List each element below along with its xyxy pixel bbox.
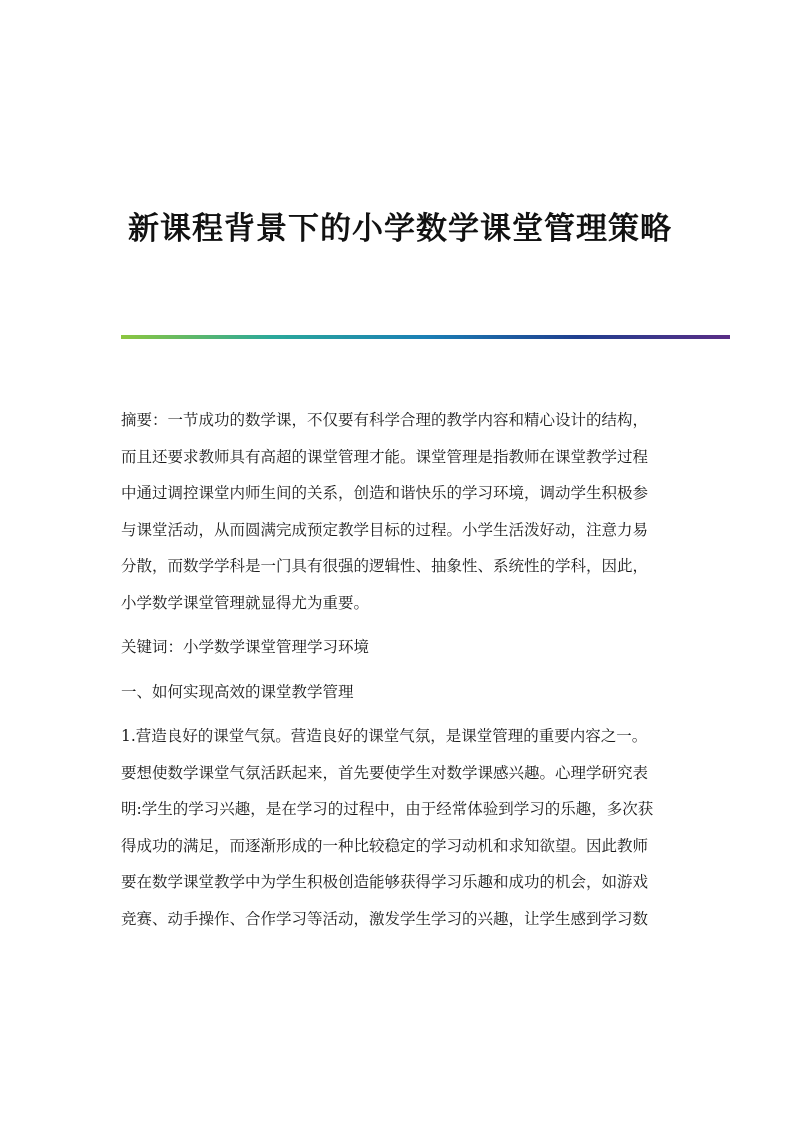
title-divider-rule xyxy=(121,335,730,339)
page-title: 新课程背景下的小学数学课堂管理策略 xyxy=(128,210,672,247)
section-heading: 一、如何实现高效的课堂教学管理 xyxy=(121,682,354,701)
abstract-paragraph: 摘要：一节成功的数学课，不仅要有科学合理的教学内容和精心设计的结构， 而且还要求教师具有高超的课堂管理才能。课堂管理是指教师在课堂教学过程 中通过调控课堂内师生间的关系，创造和谐快乐的学习环境，调动学生积极参 与课堂活动，从而圆满完成预定教学目标的过程。小学生活泼好动，注意力易 分散，而数学学科是一门具有很强的逻辑性、抽象性、系统性的学科，因此， 小学数学课堂管理就显得尤为重要。 xyxy=(121,411,649,612)
document-body xyxy=(121,402,687,937)
keywords-paragraph: 关键词：小学数学课堂管理学习环境 xyxy=(121,638,370,656)
body-paragraph: 1.营造良好的课堂气氛。营造良好的课堂气氛，是课堂管理的重要内容之一。 要想使数学课堂气氛活跃起来，首先要使学生对数学课感兴趣。心理学研究表 明:学生的学习兴趣，是在学习的过程中，由于经常体验到学习的乐趣，多次获 得成功的满足，而逐渐形成的一种比较稳定的学习动机和求知欲望。因此教师 要在数学课堂教学中为学生积极创造能够获得学习乐趣和成功的机会，如游戏 竞赛、动手操作、合作学习等活动，激发学生学习的兴趣，让学生感到学习数 xyxy=(121,727,654,928)
